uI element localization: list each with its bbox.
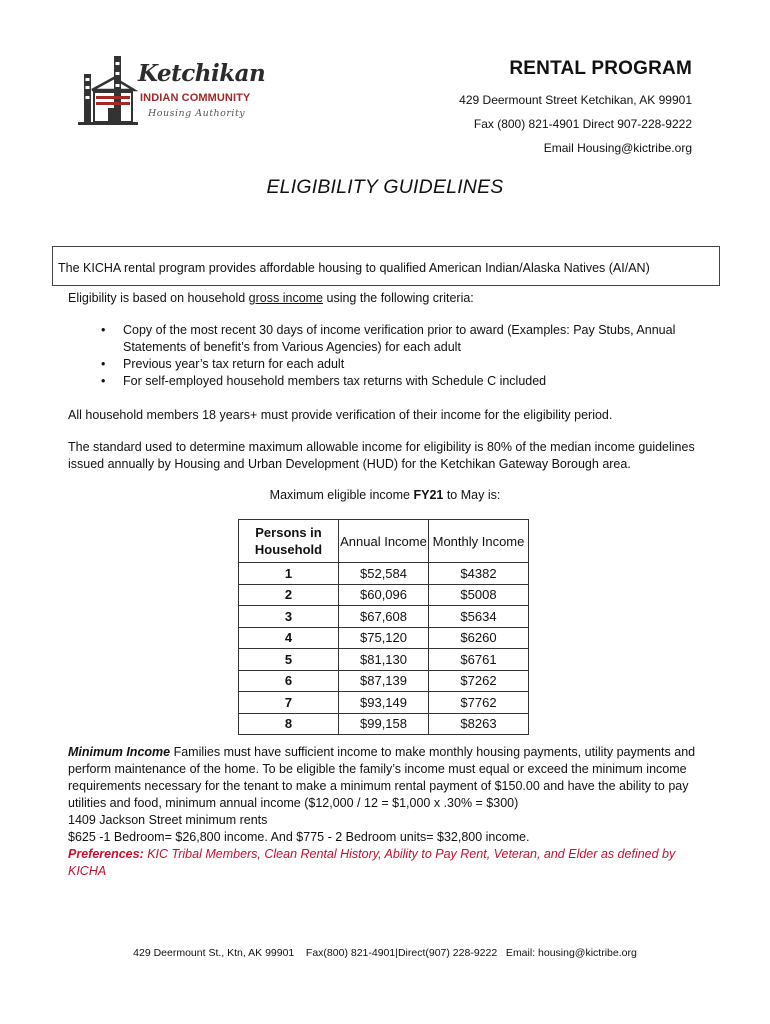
document-title: ELIGIBILITY GUIDELINES (266, 176, 504, 198)
criteria-pre: Eligibility is based on household (68, 291, 249, 305)
minimum-income-paragraph (68, 744, 708, 812)
standard-note: The standard used to determine maximum allowable income for eligibility is 80% of the median income guidelines issued annually by Housing and Urban Development (HUD) for the Ketchikan Gateway Borough area. (68, 440, 695, 471)
header-phones: Fax (800) 821-4901 Direct 907-228-9222 (473, 117, 692, 131)
table-row (239, 713, 529, 735)
annual-cell: $93,149 (339, 692, 429, 714)
persons-cell: 6 (239, 670, 339, 692)
list-item: • Copy of the most recent 30 days of income verification prior to award (Examples: Pay Stubs, Annual Statements of benefit’s from Various Agencies) for each adult (123, 322, 708, 356)
preferences-paragraph (68, 846, 708, 880)
letterhead (459, 58, 692, 164)
minimum-income-text: Families must have sufficient income to make monthly housing payments, utility payments and perform maintenance of the home. To be eligible the family’s income must equal or exceed the minimum income requirements necessary for the tenant to make a minimum rental payment of $150.00 and have the ability to pay utilities and food, minimum annual income ($12,000 / 12 = $1,000 x .30% = $300) (68, 745, 696, 810)
annual-cell: $67,608 (339, 606, 429, 628)
program-title: RENTAL PROGRAM (509, 58, 692, 79)
organization-logo (78, 52, 266, 132)
minimum-income-label: Minimum Income (68, 745, 171, 759)
monthly-cell: $6761 (429, 649, 529, 671)
header-monthly: Monthly Income (429, 520, 529, 563)
max-income-post: to May is: (443, 488, 501, 502)
fiscal-year: FY21 (413, 488, 444, 502)
annual-cell: $75,120 (339, 627, 429, 649)
footer-text: 429 Deermount St., Ktn, AK 99901 Fax(800) 821-4901|Direct(907) 228-9222 Email: housing@kictribe.org (133, 947, 637, 959)
list-item: • Previous year’s tax return for each adult (123, 356, 708, 373)
annual-cell: $60,096 (339, 584, 429, 606)
persons-cell: 8 (239, 713, 339, 735)
header-persons: Persons in Household (239, 520, 339, 563)
persons-cell: 2 (239, 584, 339, 606)
preferences-label: Preferences: (68, 847, 144, 861)
table-header-row (239, 520, 529, 563)
table-row (239, 670, 529, 692)
persons-cell: 4 (239, 627, 339, 649)
list-item: • For self-employed household members tax returns with Schedule C included (123, 373, 708, 390)
monthly-cell: $8263 (429, 713, 529, 735)
table-row (239, 606, 529, 628)
criteria-list (68, 322, 708, 390)
criteria-post: using the following criteria: (323, 291, 474, 305)
monthly-cell: $6260 (429, 627, 529, 649)
table-row (239, 627, 529, 649)
income-table (238, 519, 529, 735)
table-row (239, 649, 529, 671)
monthly-cell: $4382 (429, 563, 529, 585)
logo-script-text: Ketchikan (138, 60, 266, 87)
header-address: 429 Deermount Street Ketchikan, AK 99901 (459, 93, 692, 107)
page-footer (0, 947, 770, 959)
logo-band-text: INDIAN COMMUNITY (140, 92, 251, 104)
max-income-pre: Maximum eligible income (269, 488, 414, 502)
table-row (239, 584, 529, 606)
monthly-cell: $5634 (429, 606, 529, 628)
logo-sub-text: Housing Authority (148, 108, 246, 119)
persons-cell: 3 (239, 606, 339, 628)
criteria-underlined: gross income (248, 291, 324, 305)
persons-cell: 5 (239, 649, 339, 671)
header-email: Email Housing@kictribe.org (543, 141, 692, 155)
header-annual: Annual Income (339, 520, 429, 563)
household-note: All household members 18 years+ must provide verification of their income for the eligibility period. (68, 408, 613, 422)
max-income-line (0, 488, 770, 502)
table-row (239, 692, 529, 714)
minimum-income-section (68, 744, 708, 880)
persons-cell: 7 (239, 692, 339, 714)
persons-cell: 1 (239, 563, 339, 585)
bedroom-rents-line: $625 -1 Bedroom= $26,800 income. And $775 - 2 Bedroom units= $32,800 income. (68, 830, 530, 844)
monthly-cell: $7762 (429, 692, 529, 714)
annual-cell: $87,139 (339, 670, 429, 692)
table-row (239, 563, 529, 585)
preferences-text: KIC Tribal Members, Clean Rental History, Ability to Pay Rent, Veteran, and Elder as defined by KICHA (68, 847, 676, 878)
monthly-cell: $5008 (429, 584, 529, 606)
annual-cell: $81,130 (339, 649, 429, 671)
monthly-cell: $7262 (429, 670, 529, 692)
annual-cell: $99,158 (339, 713, 429, 735)
intro-box: The KICHA rental program provides affordable housing to qualified American Indian/Alaska Natives (AI/AN) (52, 246, 720, 286)
totem-house-icon (78, 52, 140, 130)
criteria-line (68, 290, 708, 307)
jackson-street-line: 1409 Jackson Street minimum rents (68, 813, 268, 827)
annual-cell: $52,584 (339, 563, 429, 585)
